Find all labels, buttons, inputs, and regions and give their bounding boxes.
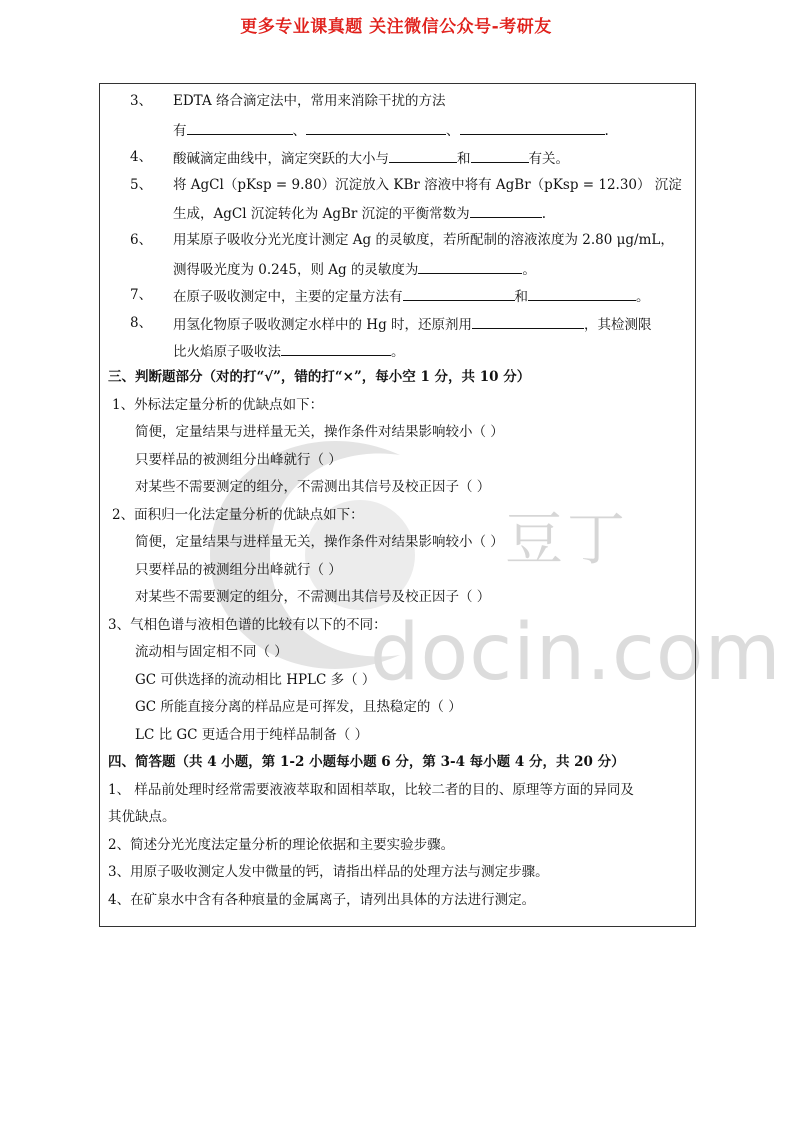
section3-title: 三、判断题部分（对的打“√”，错的打“×”，每小空 1 分，共 10 分）	[108, 369, 531, 385]
section4-q4: 4、在矿泉水中含有各种痕量的金属离子，请列出具体的方法进行测定。	[108, 892, 536, 908]
section4-title: 四、简答题（共 4 小题，第 1-2 小题每小题 6 分，第 3-4 每小题 4 分，共 20 分）	[108, 754, 625, 770]
section3-group1-item3: 对某些不需要测定的组分，不需测出其信号及校正因子（ ）	[135, 479, 491, 495]
q3-blank-1	[187, 120, 293, 135]
section3-group3-item2: GC 可供选择的流动相比 HPLC 多（ ）	[135, 672, 376, 688]
header-banner: 更多专业课真题 关注微信公众号-考研友	[240, 17, 552, 37]
section4-q2: 2、简述分光光度法定量分析的理论依据和主要实验步骤。	[108, 837, 455, 853]
q3-number: 3、	[130, 93, 153, 109]
q4-blank-1	[389, 148, 457, 163]
section3-group2-title: 2、面积归一化法定量分析的优缺点如下：	[112, 507, 364, 523]
q8-text: 用氢化物原子吸收测定水样中的 Hg 时，还原剂用 ，其检测限	[173, 314, 652, 334]
q7-blank-2	[528, 286, 636, 301]
q6-text-line2: 测得吸光度为 0.245，则 Ag 的灵敏度为 。	[173, 259, 536, 279]
q3-blank-2	[306, 120, 446, 135]
q5-blank	[470, 203, 542, 218]
section3-group2-item2: 只要样品的被测组分出峰就行（ ）	[135, 562, 342, 578]
q8-number: 8、	[130, 315, 153, 331]
section3-group3-item3: GC 所能直接分离的样品应是可挥发，且热稳定的（ ）	[135, 699, 462, 715]
q7-blank-1	[403, 286, 515, 301]
q6-number: 6、	[130, 232, 153, 248]
section4-q3: 3、用原子吸收测定人发中微量的钙，请指出样品的处理方法与测定步骤。	[108, 864, 549, 880]
q3-blank-3	[460, 120, 605, 135]
section3-group2-item3: 对某些不需要测定的组分，不需测出其信号及校正因子（ ）	[135, 589, 491, 605]
section3-group3-title: 3、气相色谱与液相色谱的比较有以下的不同：	[108, 617, 387, 633]
section4-q1-line1: 1、 样品前处理时经常需要液液萃取和固相萃取，比较二者的目的、原理等方面的异同及	[108, 782, 634, 798]
q7-number: 7、	[130, 287, 153, 303]
section4-q1-line2: 其优缺点。	[108, 809, 176, 825]
section3-group1-item1: 简便，定量结果与进样量无关，操作条件对结果影响较小（ ）	[135, 424, 504, 440]
section3-group3-item1: 流动相与固定相不同（ ）	[135, 644, 288, 660]
section3-group2-item1: 简便，定量结果与进样量无关，操作条件对结果影响较小（ ）	[135, 534, 504, 550]
section3-group1-title: 1、外标法定量分析的优缺点如下：	[112, 397, 324, 413]
q4-blank-2	[471, 148, 529, 163]
q8-blank-2	[281, 341, 391, 356]
section3-group3-item4: LC 比 GC 更适合用于纯样品制备（ ）	[135, 727, 369, 743]
q5-text-line2: 生成，AgCl 沉淀转化为 AgBr 沉淀的平衡常数为 .	[173, 203, 546, 223]
q4-text: 酸碱滴定曲线中，滴定突跃的大小与 和 有关。	[173, 148, 569, 168]
q5-number: 5、	[130, 177, 153, 193]
watermark-url: docin.com	[370, 608, 782, 698]
q8-text-line2: 比火焰原子吸收法 。	[173, 341, 405, 361]
q3-blanks: 有 、 、 .	[173, 120, 609, 140]
q7-text: 在原子吸收测定中，主要的定量方法有 和 。	[173, 286, 650, 306]
q3-text: EDTA 络合滴定法中，常用来消除干扰的方法	[173, 93, 446, 109]
q8-blank-1	[472, 314, 584, 329]
q6-blank	[418, 259, 522, 274]
section3-group1-item2: 只要样品的被测组分出峰就行（ ）	[135, 452, 342, 468]
q5-text: 将 AgCl（pKsp = 9.80）沉淀放入 KBr 溶液中将有 AgBr（pKsp = 12.30） 沉淀	[173, 177, 682, 193]
watermark-chinese: 豆丁	[505, 505, 630, 573]
q4-number: 4、	[130, 149, 153, 165]
q6-text: 用某原子吸收分光光度计测定 Ag 的灵敏度，若所配制的溶液浓度为 2.80 μg/mL，	[173, 232, 674, 248]
